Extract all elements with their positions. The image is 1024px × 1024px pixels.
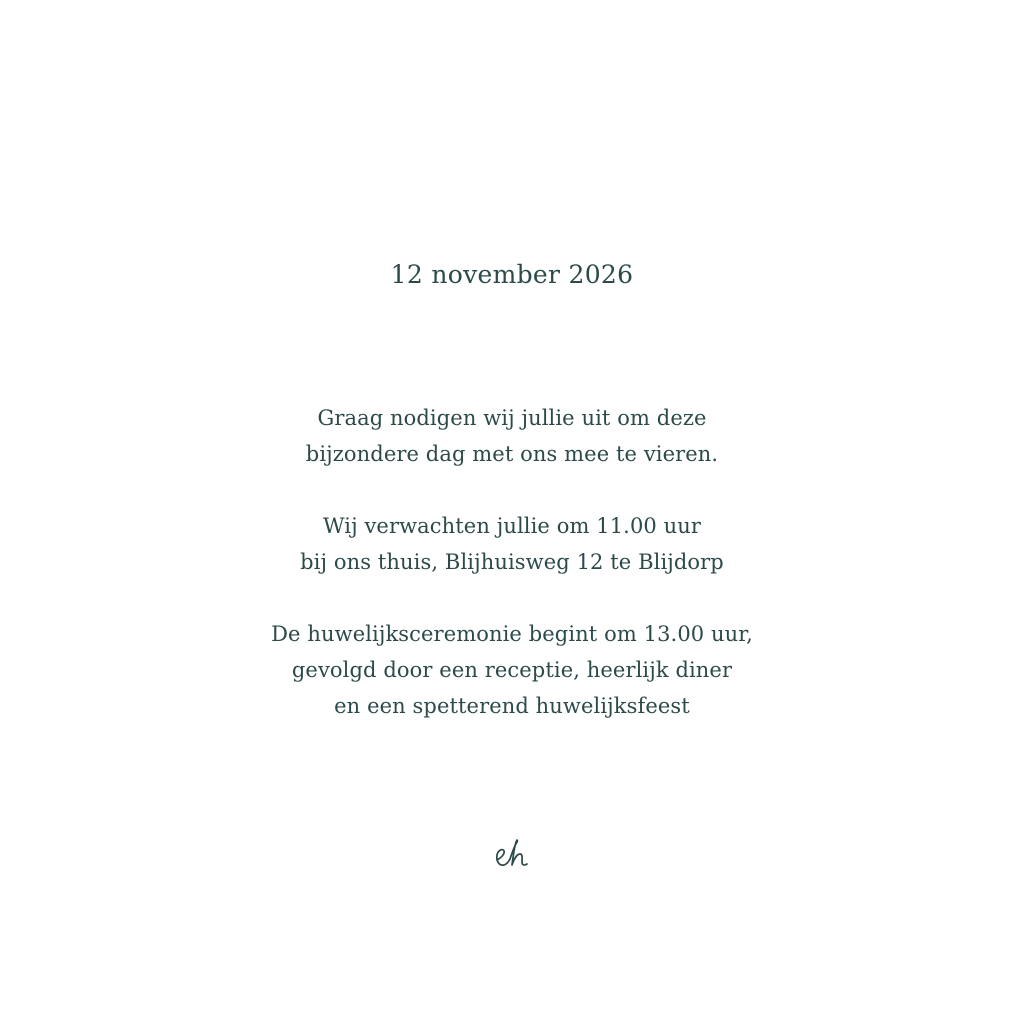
text-line: Wij verwachten jullie om 11.00 uur: [322, 514, 702, 538]
text-line: Graag nodigen wij jullie uit om deze: [317, 406, 707, 430]
text-line: bij ons thuis, Blijhuisweg 12 te Blijdorp: [300, 550, 724, 574]
text-line: bijzondere dag met ons mee te vieren.: [305, 442, 719, 466]
invitation-body: [0, 400, 1024, 724]
text-line: gevolgd door een receptie, heerlijk diner: [291, 658, 733, 682]
text-line: en een spetterend huwelijksfeest: [334, 694, 690, 718]
paragraph-program: [0, 616, 1024, 724]
monogram-logo: [494, 838, 532, 874]
text-line: De huwelijksceremonie begint om 13.00 uur,: [271, 622, 753, 646]
paragraph-invitation: [0, 400, 1024, 472]
event-date: 12 november 2026: [390, 260, 634, 289]
paragraph-time-location: [0, 508, 1024, 580]
